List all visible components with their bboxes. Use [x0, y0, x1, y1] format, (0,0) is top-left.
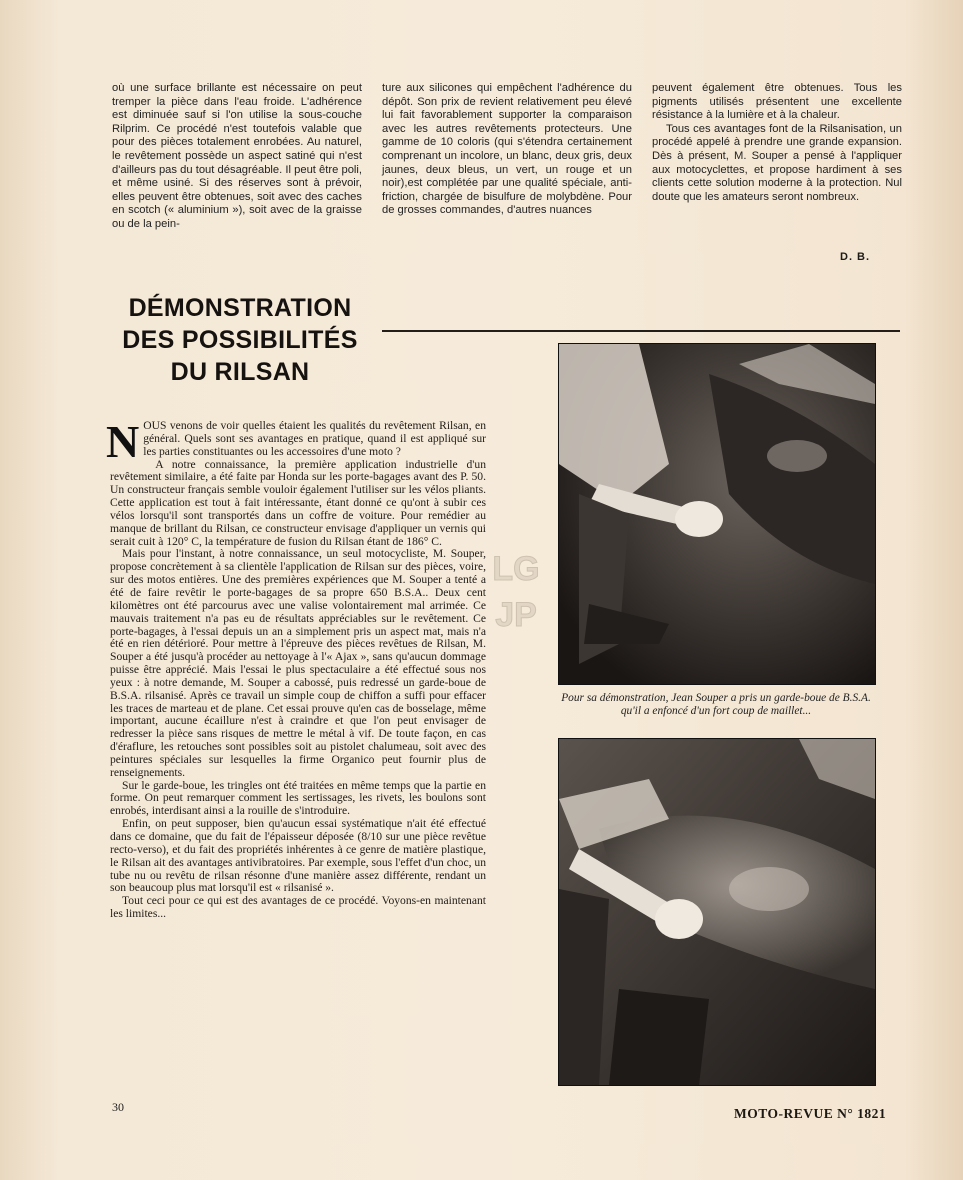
top-column-1	[112, 82, 362, 232]
top-column-3-paragraph-2: Tous ces avantages font de la Rilsanisation, un procédé appelé à prendre une grande expansion. Dès à présent, M. Souper a pensé à l'appliquer aux motocyclettes, et propose hardiment à ses clients cette solution moderne à la protection. Nul doute que les amateurs seront nombreux.	[652, 122, 902, 203]
svg-text:JP: JP	[495, 596, 537, 634]
article-paragraph-5: Enfin, on peut supposer, bien qu'aucun essai systématique n'ait été effectué dans ce domaine, que du fait de l'épaisseur déposée (8/10 sur une pièce revêtue recto-verso), et du fait des propriétés inhérentes à ce genre de matière plastique, le Rilsan ait des avantages antivibratoires. Par exemple, sous l'effet d'un choc, un tube nu ou revêtu de rilsan résonne d'une manière assez différente, rendant un son beaucoup plus mat lorsqu'il est « rilsanisé ».	[110, 817, 486, 895]
photo-mudguard-repair	[558, 738, 876, 1086]
headline-line-2: DES POSSIBILITÉS	[122, 326, 358, 354]
article-paragraph-3: Mais pour l'instant, à notre connaissance, un seul motocycliste, M. Souper, propose concrètement à sa clientèle l'application de Rilsan sur des pièces, voire, sur des motos entières. Une des premières expériences que M. Souper a tenté a été de faire revêtir le porte-bagages de sa propre 650 B.S.A.. Deux cent kilomètres ont été parcourus avec une valise volontairement mal arrimée. Ce mauvais traitement n'a pas eu de résultats appréciables sur le revêtement. Ce porte-bagages, à l'essai depuis un an a simplement pris un aspect mat, mais n'a été en rien détérioré. Pour mettre à l'épreuve des pièces revêtues de Rilsan, M. Souper a été jusqu'à procéder au nettoyage à l'« Ajax », sans qu'aucun dommage puisse être apprécié. Mais l'essai le plus spectaculaire a été effectué sous nos yeux : à notre demande, M. Souper a cabossé, puis redressé un garde-boue de B.S.A. rilsanisé. Après ce travail un simple coup de chiffon a suffi pour effacer les traces de marteau et de plane. Cet essai prouve qu'en cas de bosselage, même important, aucune écaillure n'est à craindre et que l'on peut envisager de redresser la pièce sans risques de mettre le métal à vif. De toute façon, en cas d'éraflure, les retouches sont possibles soit au pistolet chalumeau, soit avec des peintures spéciales sur lesquelles la firme Organico peut fournir plus de renseignements.	[110, 547, 486, 779]
article-headline	[110, 292, 370, 388]
article-paragraph-1	[106, 416, 486, 467]
drop-cap: N	[106, 416, 140, 467]
article-body	[106, 416, 486, 921]
top-column-3-paragraph-1: peuvent également être obtenues. Tous les pigments utilisés présentent une excellente résistance à la lumière et à la chaleur.	[652, 82, 902, 122]
top-column-2	[382, 82, 632, 218]
article-paragraph-4: Sur le garde-boue, les tringles ont été traitées en même temps que la partie en forme. On peut remarquer comment les sertissages, les rivets, les boulons sont enrobés, interdisant ainsi a la rouille de s'introduire.	[110, 778, 486, 818]
svg-text:LG: LG	[492, 550, 540, 588]
top-column-3	[652, 82, 902, 204]
article-paragraph-2: A notre connaissance, la première application industrielle d'un revêtement similaire, a été faite par Honda sur les porte-bagages avant des P. 50. Un constructeur français semble vouloir également l'utiliser sur les vélos pliants. Cette application est tout à fait intéressante, étant donné ce qu'ont à subir ces vélos lorsqu'il sont transportés dans un coffre de voiture. Pour remédier au manque de brillant du Rilsan, ce constructeur envisage d'appliquer un vernis qui serait cuit à 120° C, la température de fusion du Rilsan étant de 186° C.	[110, 457, 486, 548]
top-column-1-text: où une surface brillante est nécessaire on peut tremper la pièce dans l'eau froide. L'adhérence est diminuée sauf si l'on utilise la sous-couche Rilprim. Ce procédé n'est toutefois valable que pour des pièces totalement enrobées. Au naturel, le revêtement possède un aspect satiné qui n'est d'ailleurs pas du tout désagréable. Il peut être poli, et même usiné. Si des réserves sont à prévoir, elles peuvent être obtenues, soit avec des caches en scotch (« aluminium »), soit avec de la graisse ou de la pein-	[112, 82, 362, 230]
article-paragraph-1-text: OUS venons de voir quelles étaient les qualités du revêtement Rilsan, en général. Quels sont ses avantages en pratique, quand il est appliqué sur les parties constituantes ou les accessoires d'une moto ?	[143, 419, 486, 458]
watermark-logo	[478, 538, 554, 636]
top-column-2-text: ture aux silicones qui empêchent l'adhérence du dépôt. Son prix de revient relativement peu élevé lui fait favorablement supporter la comparaison avec les autres revêtements protecteurs. Une gamme de 10 coloris (qui s'étendra certainement comprenant un incolore, un blanc, deux gris, deux jaunes, deux bleus, un vert, un rouge et un noir),est complétée par une qualité spéciale, anti-friction, chargée de bisulfure de molybdène. Pour de grosses commandes, d'autres nuances	[382, 82, 632, 217]
magazine-issue: MOTO-REVUE N° 1821	[734, 1106, 887, 1121]
photo-mallet-strike	[558, 343, 876, 685]
author-signature: D. B.	[840, 251, 871, 263]
headline-rule	[382, 330, 900, 332]
headline-line-1: DÉMONSTRATION	[128, 294, 352, 322]
headline-line-3: DU RILSAN	[170, 358, 310, 386]
article-paragraph-6: Tout ceci pour ce qui est des avantages de ce procédé. Voyons-en maintenant les limites...	[110, 894, 486, 921]
photo-caption: Pour sa démonstration, Jean Souper a pris un garde-boue de B.S.A. qu'il a enfoncé d'un fort coup de maillet...	[561, 692, 871, 718]
page-number: 30	[112, 1100, 124, 1114]
